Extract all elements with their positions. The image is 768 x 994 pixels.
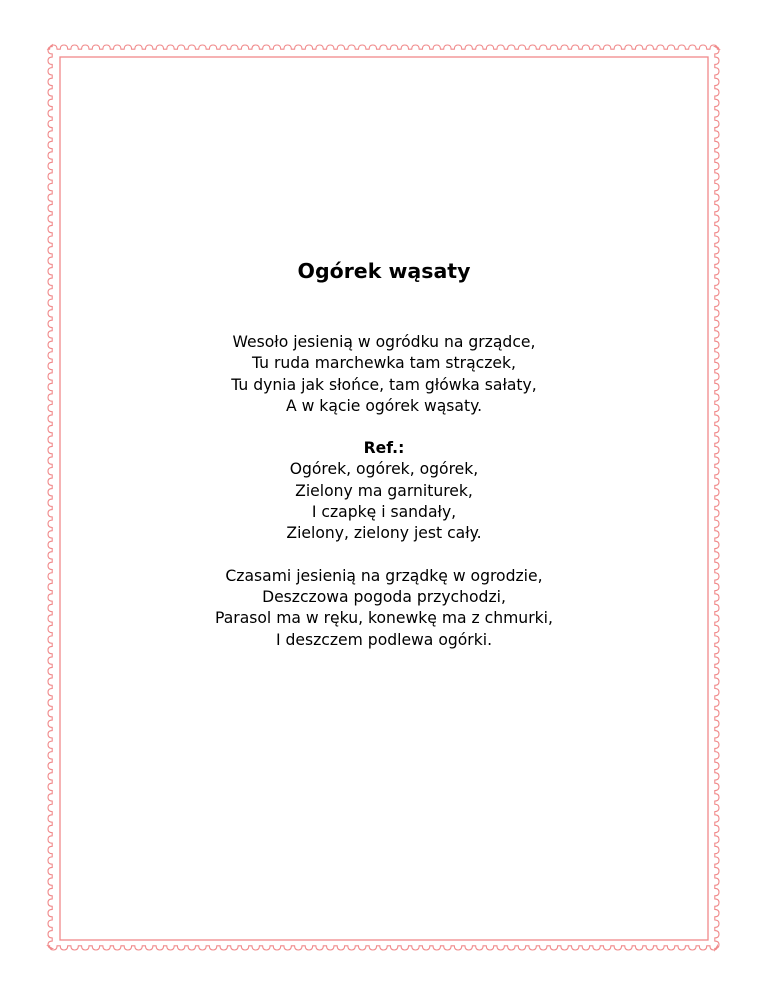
poem-line: Czasami jesienią na grządkę w ogrodzie, <box>225 566 543 585</box>
poem-line: I czapkę i sandały, <box>311 503 457 522</box>
poem-line: Tu ruda marchewka tam strączek, <box>252 354 516 373</box>
stanza-1 <box>62 332 706 417</box>
poem-line: Wesoło jesienią w ogródku na grządce, <box>232 333 536 351</box>
refrain-label: Ref.: <box>363 439 405 458</box>
poem-line: Ogórek, ogórek, ogórek, <box>289 460 479 479</box>
refrain <box>62 438 706 544</box>
poem-line: Zielony, zielony jest cały. <box>286 524 482 543</box>
poem-title: Ogórek wąsaty <box>297 259 471 283</box>
poem <box>62 253 706 672</box>
poem-line: Parasol ma w ręku, konewkę ma z chmurki, <box>215 609 553 628</box>
poem-line: A w kącie ogórek wąsaty. <box>285 396 483 415</box>
poem-line: Zielony ma garniturek, <box>295 481 473 500</box>
poem-line: I deszczem podlewa ogórki. <box>275 630 493 649</box>
poem-line: Tu dynia jak słońce, tam główka sałaty, <box>231 375 537 394</box>
stanza-2 <box>62 566 706 651</box>
poem-line: Deszczowa pogoda przychodzi, <box>262 587 506 606</box>
